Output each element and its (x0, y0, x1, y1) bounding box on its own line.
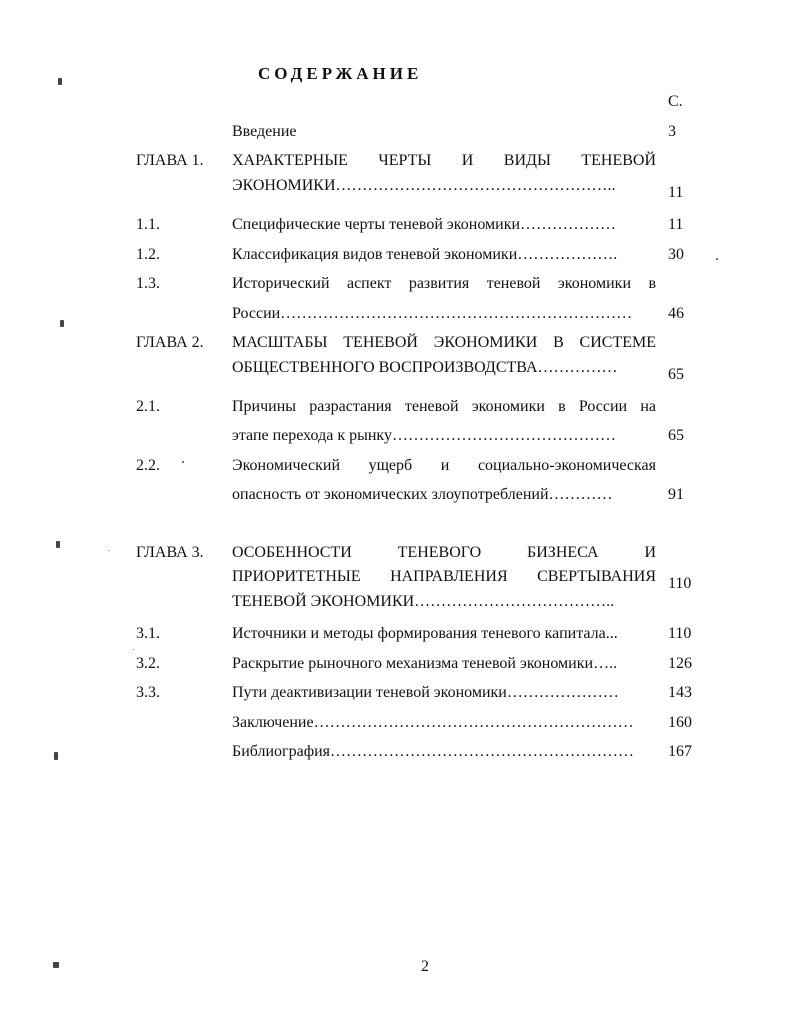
toc-entry-label: 2.2. (136, 457, 160, 474)
toc-entry-page: 160 (668, 714, 692, 731)
scan-speck (108, 550, 109, 551)
toc-entry-text-line-2: опасность от экономических злоупотреблений………… (232, 486, 613, 503)
toc-entry-text-line-1: Причины разрастания теневой экономики в России на (232, 398, 656, 415)
toc-entry-text-line-1: Исторический аспект развития теневой экономики в (232, 275, 656, 292)
toc-entry-page: 126 (668, 655, 692, 672)
toc-entry-text: Пути деактивизации теневой экономики………………… (232, 684, 619, 701)
page-column-label: С. (668, 93, 683, 110)
toc-entry-label: ГЛАВА 3. (136, 544, 204, 561)
toc-entry-text-line-2: России………………………………………………………… (232, 305, 633, 322)
toc-entry-text-line-1: МАСШТАБЫ ТЕНЕВОЙ ЭКОНОМИКИ В СИСТЕМЕ (232, 334, 656, 351)
toc-entry-label: 1.2. (136, 246, 160, 263)
toc-entry-page: 11 (668, 184, 684, 201)
toc-entry-page: 143 (668, 684, 692, 701)
toc-entry-text: Раскрытие рыночного механизма теневой экономики….. (232, 655, 618, 672)
scan-speck (54, 752, 58, 760)
toc-entry-text: Введение (232, 123, 297, 140)
toc-entry-page: 110 (668, 575, 692, 592)
toc-entry-label: ГЛАВА 2. (136, 334, 204, 351)
toc-entry-text-line-3: ТЕНЕВОЙ ЭКОНОМИКИ……………………………….. (232, 593, 615, 610)
scan-speck (53, 962, 59, 968)
toc-entry-text-line-2: ОБЩЕСТВЕННОГО ВОСПРОИЗВОДСТВА…………… (232, 359, 618, 376)
scan-speck (58, 78, 62, 85)
toc-entry-page: 167 (668, 743, 692, 760)
toc-entry-label: 3.2. (136, 655, 160, 672)
toc-entry-text: Классификация видов теневой экономики………………. (232, 246, 618, 263)
toc-entry-text: Библиография………………………………………………… (232, 743, 634, 760)
scan-speck (60, 320, 64, 327)
toc-entry-page: 11 (668, 216, 684, 233)
toc-entry-page: 30 (668, 246, 684, 263)
toc-entry-text: Специфические черты теневой экономики……………… (232, 216, 617, 233)
toc-entry-text: Заключение…………………………………………………… (232, 714, 634, 731)
toc-entry-text-line-2: ЭКОНОМИКИ…………………………………………….. (232, 177, 616, 194)
toc-entry-page: 46 (668, 305, 684, 322)
page-title: СОДЕРЖАНИЕ (258, 64, 423, 83)
toc-entry-text-line-1: ОСОБЕННОСТИ ТЕНЕВОГО БИЗНЕСА И (232, 544, 656, 561)
toc-entry-page: 91 (668, 486, 684, 503)
toc-entry-text-line-2: ПРИОРИТЕТНЫЕ НАПРАВЛЕНИЯ СВЕРТЫВАНИЯ (232, 568, 656, 585)
scan-speck (56, 541, 60, 548)
toc-entry-text: Источники и методы формирования теневого капитала... (232, 625, 618, 642)
toc-entry-page: 65 (668, 427, 684, 444)
toc-entry-label: 3.1. (136, 625, 160, 642)
toc-entry-page: 110 (668, 625, 692, 642)
toc-entry-label: 1.3. (136, 275, 160, 292)
toc-entry-label: 2.1. (136, 398, 160, 415)
scan-speck (133, 649, 134, 650)
toc-entry-text-line-1: Экономический ущерб и социально-экономическая (232, 457, 656, 474)
toc-entry-text-line-1: ХАРАКТЕРНЫЕ ЧЕРТЫ И ВИДЫ ТЕНЕВОЙ (232, 152, 656, 169)
toc-entry-label: 1.1. (136, 216, 160, 233)
scan-speck (182, 461, 184, 463)
toc-entry-label: ГЛАВА 1. (136, 152, 204, 169)
toc-entry-page: 3 (668, 123, 676, 140)
footer-page-number: 2 (421, 958, 429, 975)
toc-entry-label: 3.3. (136, 684, 160, 701)
scan-speck (716, 258, 718, 260)
toc-entry-page: 65 (668, 366, 684, 383)
toc-entry-text-line-2: этапе перехода к рынку…………………………………… (232, 427, 616, 444)
